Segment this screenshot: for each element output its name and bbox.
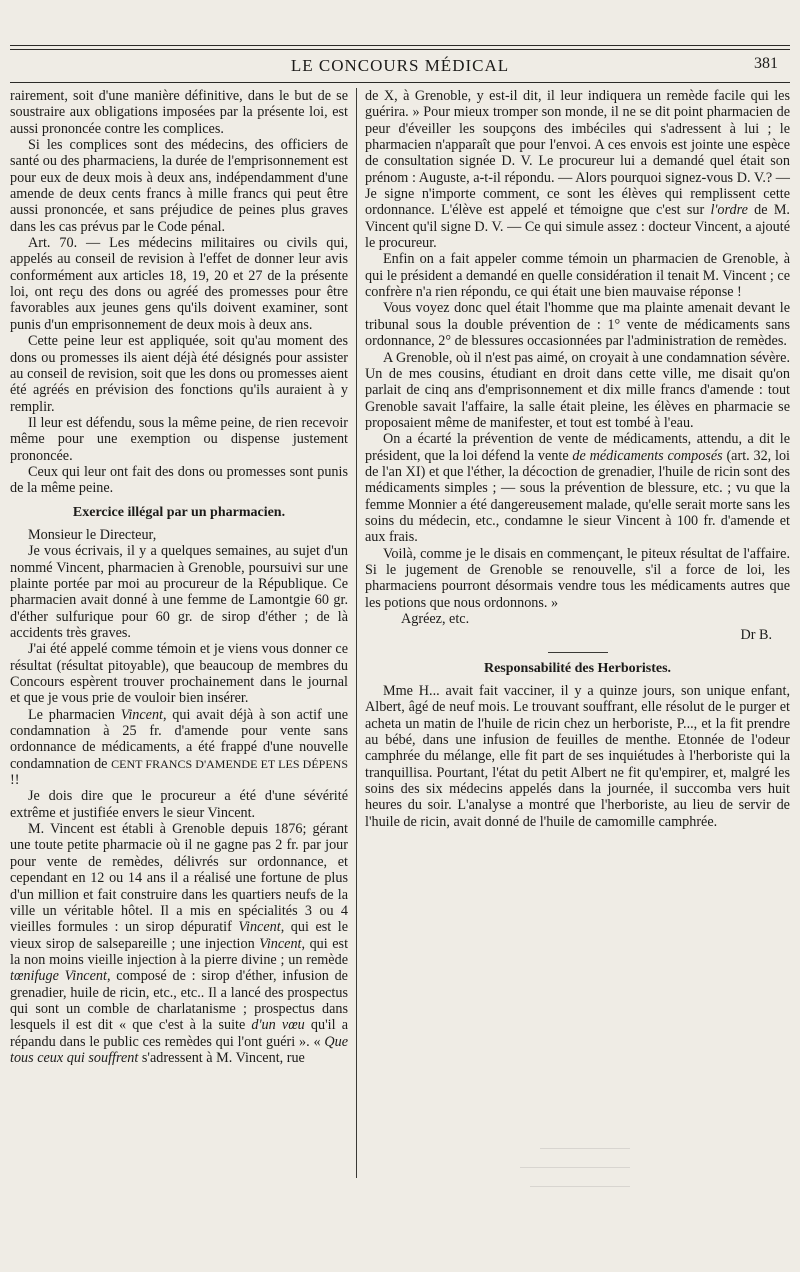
- closing-row: [365, 611, 790, 627]
- paragraph: Cette peine leur est appliquée, soit qu'au moment des dons ou promesses ils aient déjà été désignés pour assister au conseil de revision, soit que les dons ou promesses aient été agréés en prévision des fonctions qu'ils auraient à y remplir.: [10, 333, 348, 415]
- text-run: , composé de : sirop d'éther, infusion de grenadier, huile de ricin, etc., etc.. Il a lancé des prospectus qui sont un comble de charlatanisme ; prospectus dans lesquels il est dit « que c'est à la suite: [10, 968, 348, 1034]
- text-run: (art. 32, loi de l'an XI) et que l'éther, la décoction de grenadier, l'huile de ricin sont des médicaments simples ; — sous la prévention de blessure, etc. ; vu que la femme Monnier a été dangereusement malade, qu'elle serait morte sans les soins du médecin, etc., condamne le sieur Vincent à 100 fr. d'amende et aux frais.: [365, 447, 791, 546]
- running-title: LE CONCOURS MÉDICAL: [290, 56, 510, 75]
- paragraph: [10, 821, 348, 1066]
- salutation: Monsieur le Directeur,: [28, 526, 157, 543]
- paragraph: Je dois dire que le procureur a été d'une sévérité extrême et justifiée envers le sieur Vincent.: [10, 788, 348, 821]
- text-run: s'adressent à M. Vincent, rue: [138, 1049, 305, 1066]
- paragraph: Si les complices sont des médecins, des officiers de santé ou des pharmaciens, la durée de l'emprisonnement est pour eux de deux mois à deux ans, indépendamment d'une amende de deux cents francs à mille francs qui peut être aussi prononcée, et sans préjudice de peines plus graves dans les cas prévus par le Code pénal.: [10, 137, 348, 235]
- text-run: , qui est la non moins vieille injection à la pierre divine ; un remède: [10, 935, 349, 968]
- paragraph: Vous voyez donc quel était l'homme que ma plainte amenait devant le tribunal sous la double prévention de : 1° vente de médicaments sans ordonnance, 2° de blessures occasionnées par l'administration de remèdes.: [365, 300, 790, 350]
- paragraph: J'ai été appelé comme témoin et je viens vous donner ce résultat (résultat pitoyable), que beaucoup de membres du Concours espèrent trouver prochainement dans le journal et que je vous prie de vouloir bien insérer.: [10, 641, 348, 707]
- top-rule-inner: [10, 49, 790, 50]
- short-rule: [548, 652, 608, 653]
- section-heading-pharmacien: Exercice illégal par un pharmacien.: [72, 504, 286, 520]
- text-run: de X, à Grenoble, y est-il dit, il leur indiquera un remède facile qui les guérira. » Pour mieux tromper son monde, il ne se dit point pharmacien de peur d'éveiller les soupçons des imbéciles qui s'adressent à lui ; le pharmacien n'apparaît que pour l'envoi. A ces envois est jointe une espèce de consultation signée D. V. Le procureur lui a demandé quel était son prénom : Auguste, a-t-il répondu. — Alors pourquoi signez-vous D. V.? — Je signe n'importe comment, ce sont les élèves qui remplissent cette ordonnance. L'élève est appelé et témoigne que c'est sur: [365, 88, 790, 219]
- paragraph: Il leur est défendu, sous la même peine, de rien recevoir même pour une exemption ou dispense justement prononcée.: [10, 414, 348, 464]
- text-run: On a écarté la prévention de vente de médicaments, attendu, a dit le président, que la loi défend la vente: [365, 431, 790, 464]
- text-run: , qui est le vieux sirop de salsepareille ; une injection: [10, 919, 348, 952]
- paragraph: Enfin on a fait appeler comme témoin un pharmacien de Grenoble, à qui le président a demandé en quelle considération il tenait M. Vincent ; ce confrère n'a rien répondu, ce qui était une bien mauvaise réponse !: [365, 251, 790, 301]
- paragraph: Je vous écrivais, il y a quelques semaines, au sujet d'un nommé Vincent, pharmacien à Grenoble, poursuivi sur une plainte portée par moi au procureur de la République. Ce pharmacien avait donné à une femme de Lamontgie 60 gr. d'éther sulfurique pour 60 gr. de sirop d'éther ; de là accidents très graves.: [10, 543, 348, 641]
- italic-text: l'ordre: [710, 202, 748, 219]
- closing: Agréez, etc.: [401, 611, 470, 627]
- paragraph: rairement, soit d'une manière définitive, dans le but de se soustraire aux obligations imposées par la présente loi, est aussi prononcée contre les complices.: [10, 88, 348, 137]
- paragraph: A Grenoble, où il n'est pas aimé, on croyait à une condamnation sévère. Un de mes cousins, étudiant en droit dans cette ville, me disait qu'on parlait de cinq ans d'emprisonnement et dix mille francs d'amende : tout Grenoble savait l'affaire, la salle était pleine, les élèves en pharmacie se proposaient même de manifester, et tout est tombé à l'eau.: [365, 349, 790, 431]
- italic-text: tœnifuge Vincent: [10, 968, 107, 985]
- text-run: qu'il a répandu dans le public ces remèdes qui l'ont guéri ». «: [10, 1017, 348, 1050]
- text-run: !!: [10, 772, 20, 789]
- column-divider: [356, 88, 357, 1178]
- section-heading-herboristes: Responsabilité des Herboristes.: [483, 660, 672, 676]
- top-rule: [10, 45, 790, 46]
- header-rule: [10, 82, 790, 83]
- text-run: M. Vincent est établi à Grenoble depuis 1876; gérant une toute petite pharmacie où il ne gagne pas 2 fr. par jour pour vente de remèdes, délivrés sur ordonnance, et cependant en 12 ou 14 ans il a réalisé une fortune de plus d'un million et fait construire dans les quartiers neufs de la ville un véritable hôtel. Il a mis en spécialités 3 ou 4 vieilles formules : un sirop dépuratif: [10, 821, 348, 936]
- paragraph-article-70: Art. 70. — Les médecins militaires ou civils qui, appelés au conseil de revision à l'effet de donner leur avis conformément aux articles 18, 19, 20 et 27 de la présente loi, ont reçu des dons ou agréé des promesses pour être favorables aux jeunes gens qu'ils doivent examiner, sont punis d'un emprisonnement de deux mois à deux ans.: [10, 235, 348, 333]
- page-number: 381: [754, 55, 778, 72]
- text-run: , qui avait déjà à son actif une condamnation à 25 fr. d'amende pour vente sans ordonnance de médicaments, a été frappé d'une nouvelle condamnation de: [10, 706, 348, 772]
- italic-text: de médicaments composés: [572, 447, 723, 464]
- paragraph: [365, 88, 790, 251]
- paragraph: Mme H... avait fait vacciner, il y a quinze jours, son unique enfant, Albert, âgé de neuf mois. Le trouvant souffrant, elle résolut de le purger et acheta un matin de l'huile de ricin chez un herboriste, P..., et la fit prendre au bébé, dans une infusion de feuilles de menthe. Etonnée de l'odeur camphrée du mélange, elle fit part de ses inquiétudes à l'herboriste qui la tranquillisa. Pourtant, l'état du petit Albert ne fit qu'empirer, et, malgré les soins des six médecins appelés dans la journée, il succomba vers huit heures du soir. L'analyse a montré que l'herboriste, au lieu de servir de l'huile de ricin, avait donné de l'huile de camomille camphrée.: [365, 683, 790, 830]
- italic-name: Vincent: [120, 706, 163, 723]
- italic-text: Vincent: [238, 919, 281, 936]
- paragraph: Voilà, comme je le disais en commençant, le piteux résultat de l'affaire. Si le jugement de Grenoble se renouvelle, s'il a force de loi, les pharmaciens pourront désormais vendre tous les médicaments autres que les potions que nous ordonnons. »: [365, 545, 790, 611]
- left-column: [10, 88, 348, 1066]
- small-caps-text: CENT FRANCS D'AMENDE ET LES DÉPENS: [111, 756, 349, 771]
- paragraph: Ceux qui leur ont fait des dons ou promesses sont punis de la même peine.: [10, 463, 348, 497]
- paragraph: [365, 431, 790, 545]
- italic-text: d'un vœu: [251, 1017, 305, 1034]
- text-run: de M. Vincent qu'il signe D. V. — Ce qui simule assez : docteur Vincent, a ajouté le procureur.: [365, 202, 790, 252]
- italic-text: Que tous ceux qui souffrent: [10, 1033, 348, 1066]
- italic-text: Vincent: [259, 935, 302, 952]
- right-column: [365, 88, 790, 830]
- show-through-ghost: [520, 1130, 630, 1187]
- text-run: Le pharmacien: [28, 706, 121, 723]
- signature: Dr B.: [740, 627, 772, 644]
- paragraph: [10, 707, 348, 789]
- signature-row: [365, 627, 790, 643]
